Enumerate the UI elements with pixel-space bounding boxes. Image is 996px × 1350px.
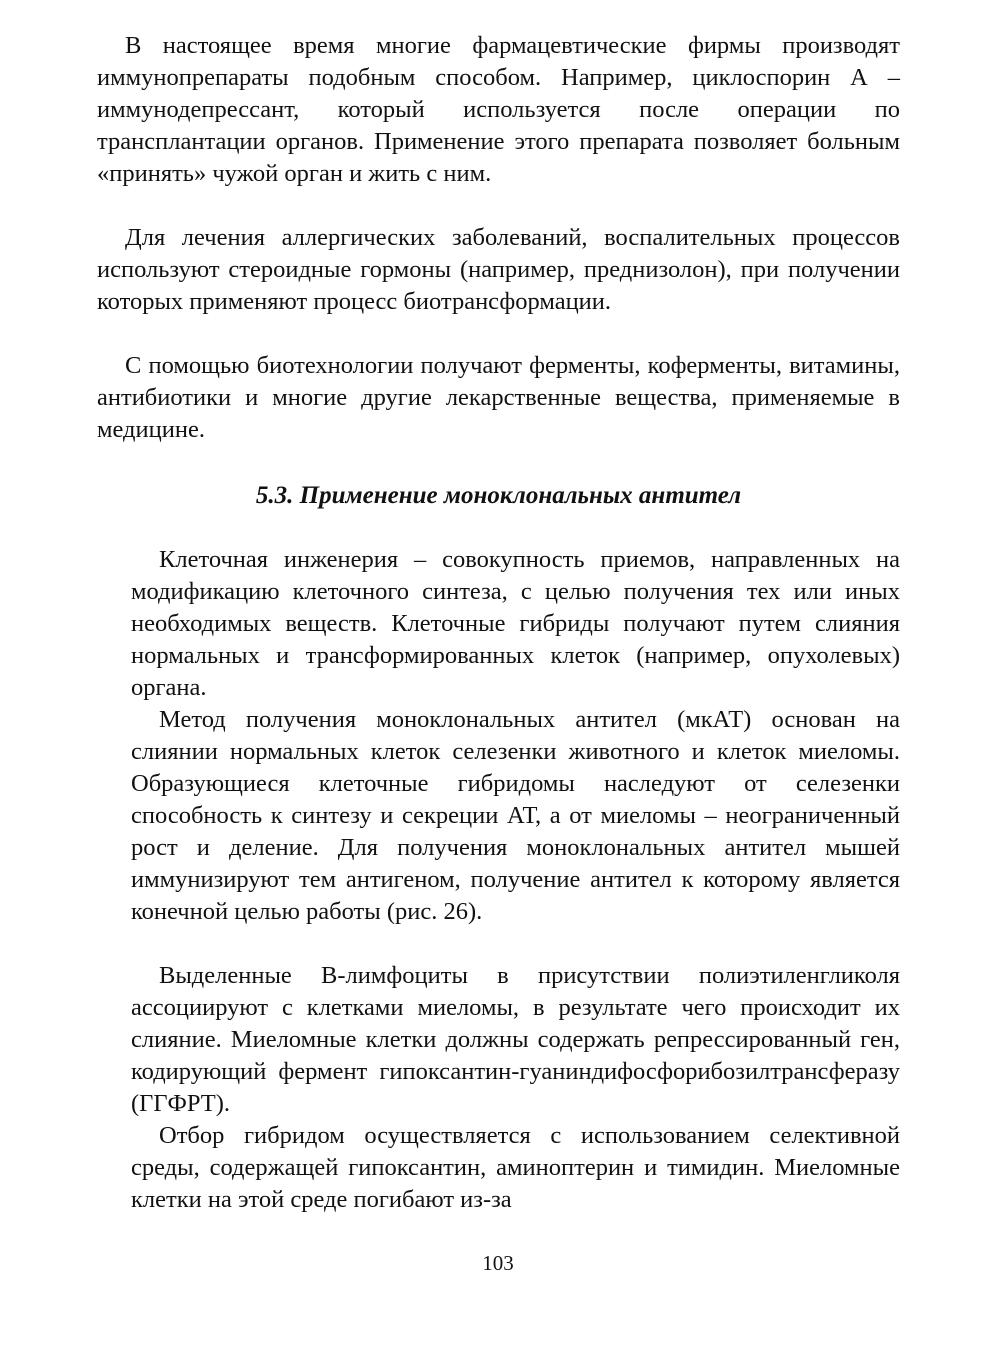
section-heading: 5.3. Применение моноклональных антител (255, 482, 742, 509)
paragraph-hybridoma-selection: Отбор гибридом осуществляется с использованием селективной среды, содержащей гипоксантин, аминоптерин и тимидин. Миеломные клетки на этой среде погибают из-за (131, 1122, 900, 1213)
page-number: 103 (482, 1251, 514, 1275)
paragraph-cell-engineering: Клеточная инженерия – совокупность приемов, направленных на модификацию клеточного синтеза, с целью получения тех или иных необходимых веществ. Клеточные гибриды получают путем слияния нормальных и трансформированных клеток (например, опухолевых) органа. (131, 546, 900, 701)
paragraph-biotechnology-products: С помощью биотехнологии получают ферменты, коферменты, витамины, антибиотики и многие другие лекарственные вещества, применяемые в медицине. (97, 352, 900, 443)
paragraph-monoclonal-method: Метод получения моноклональных антител (мкАТ) основан на слиянии нормальных клеток селезенки животного и клеток миеломы. Образующиеся клеточные гибридомы наследуют от селезенки способность к синтезу и секреции АТ, а от миеломы – неограниченный рост и деление. Для получения моноклональных антител мышей иммунизируют тем антигеном, получение антител к которому является конечной целью работы (рис. 26). (131, 706, 900, 925)
paragraph-b-lymphocytes: Выделенные В-лимфоциты в присутствии полиэтиленгликоля ассоциируют с клетками миеломы, в результате чего происходит их слияние. Миеломные клетки должны содержать репрессированный ген, кодирующий фермент гипоксантин-гуаниндифосфорибозилтрансферазу (ГГФРТ). (131, 962, 900, 1117)
paragraph-steroid-hormones: Для лечения аллергических заболеваний, воспалительных процессов используют стероидные гормоны (например, преднизолон), при получении которых применяют процесс биотрансформации. (97, 224, 900, 315)
paragraph-immunopreparations: В настоящее время многие фармацевтические фирмы производят иммунопрепараты подобным способом. Например, циклоспорин А – иммунодепрессант, который используется после операции по трансплантации органов. Применение этого препарата позволяет больным «принять» чужой орган и жить с ним. (97, 32, 900, 187)
